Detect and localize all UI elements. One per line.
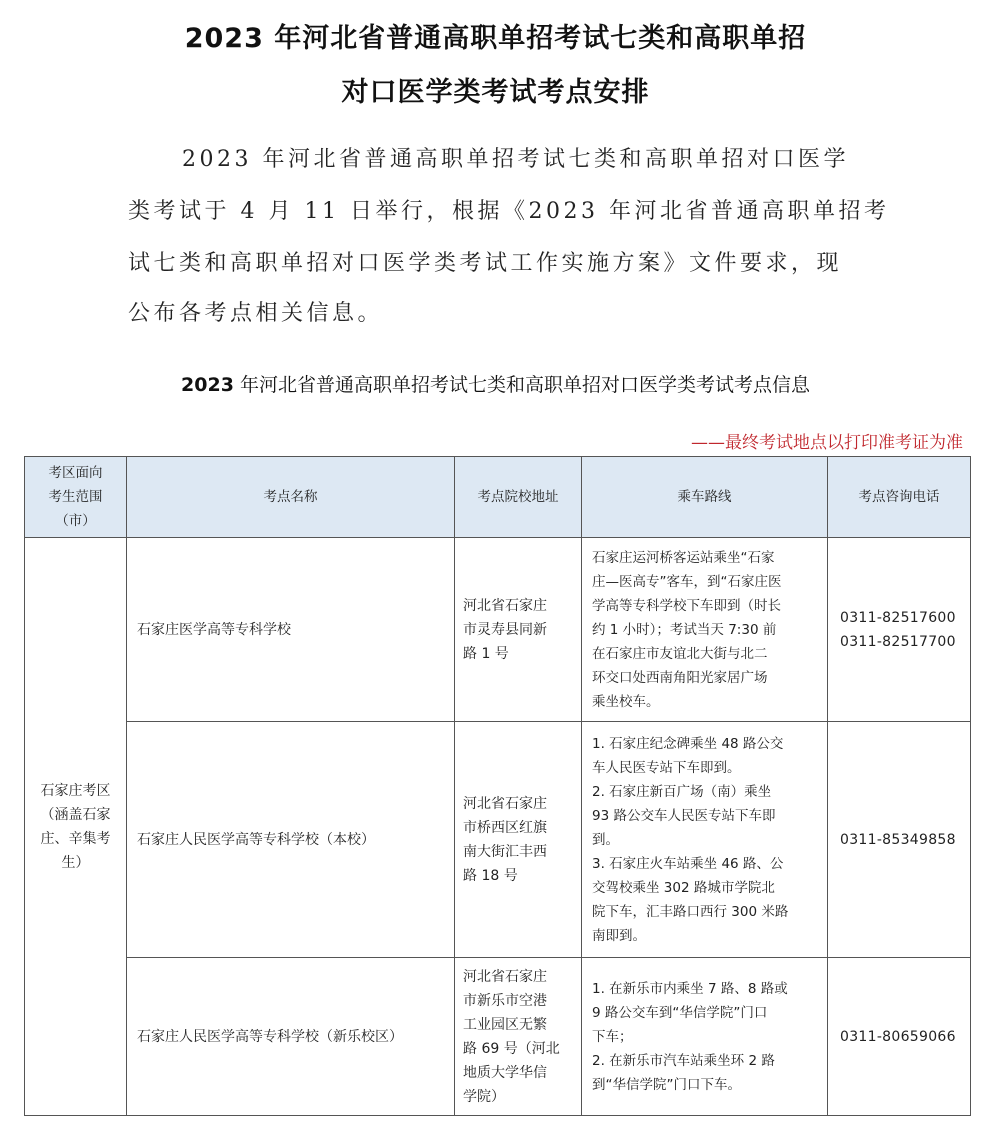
address-line: 路 69 号（河北 [463, 1040, 560, 1057]
site-phone [828, 958, 971, 1116]
header-phone: 考点咨询电话 [828, 457, 971, 538]
header-area-line: 考生范围 [48, 489, 103, 505]
intro-paragraph-line-2: 类考试于 4 月 11 日举行，根据《2023 年河北省普通高职单招考 [128, 199, 890, 224]
phone-number: 0311-80659066 [840, 1028, 956, 1045]
site-phone [828, 538, 971, 722]
phone-number: 0311-82517700 [840, 633, 956, 650]
site-name: 石家庄人民医学高等专科学校（本校） [127, 722, 455, 958]
route-line: 到。 [592, 831, 619, 848]
route-line: 交驾校乘坐 302 路城市学院北 [592, 879, 775, 896]
route-line: 乘坐校车。 [592, 693, 660, 710]
exam-site-table [24, 456, 971, 1116]
site-address [455, 538, 582, 722]
header-site-name: 考点名称 [127, 457, 455, 538]
exam-area-line: 生） [61, 854, 90, 871]
site-route [582, 538, 828, 722]
address-line: 地质大学华信 [463, 1064, 547, 1081]
route-line: 下车； [592, 1028, 633, 1045]
table-caption [0, 370, 991, 397]
table-header-row [25, 457, 971, 538]
exam-area-line: 庄、辛集考 [40, 830, 111, 847]
route-line: 2. 在新乐市汽车站乘坐环 2 路 [592, 1052, 775, 1069]
route-line: 3. 石家庄火车站乘坐 46 路、公 [592, 855, 784, 872]
route-line: 93 路公交车人民医专站下车即 [592, 807, 776, 824]
route-line: 到“华信学院”门口下车。 [592, 1076, 741, 1093]
site-address [455, 722, 582, 958]
route-line: 约 1 小时）；考试当天 7:30 前 [592, 621, 777, 638]
table-row [25, 722, 971, 958]
address-line: 学院） [463, 1088, 505, 1105]
address-line: 路 1 号 [463, 645, 509, 662]
exam-area-line: 石家庄考区 [40, 782, 111, 799]
route-line: 车人民医专站下车即到。 [592, 759, 741, 776]
route-line: 南即到。 [592, 927, 646, 944]
route-line: 庄—医高专”客车，到“石家庄医 [592, 573, 782, 590]
address-line: 市灵寿县同新 [463, 621, 547, 638]
phone-number: 0311-85349858 [840, 831, 956, 848]
exam-area-cell [25, 538, 127, 1116]
site-route [582, 722, 828, 958]
site-address [455, 958, 582, 1116]
address-line: 市桥西区红旗 [463, 819, 547, 836]
route-line: 院下车，汇丰路口西行 300 米路 [592, 903, 789, 920]
exam-area-line: （涵盖石家 [40, 806, 111, 823]
route-line: 在石家庄市友谊北大街与北二 [592, 645, 768, 662]
address-line: 市新乐市空港 [463, 992, 547, 1009]
header-area-line: （市） [55, 513, 96, 529]
notice-note: ——最终考试地点以打印准考证为准 [691, 433, 963, 453]
route-line: 1. 石家庄纪念碑乘坐 48 路公交 [592, 735, 784, 752]
phone-number: 0311-82517600 [840, 609, 956, 626]
address-line: 南大街汇丰西 [463, 843, 547, 860]
table-caption-year: 2023 [181, 374, 234, 396]
address-line: 河北省石家庄 [463, 597, 547, 614]
route-line: 9 路公交车到“华信学院”门口 [592, 1004, 768, 1021]
route-line: 1. 在新乐市内乘坐 7 路、8 路或 [592, 980, 788, 997]
site-name: 石家庄医学高等专科学校 [127, 538, 455, 722]
route-line: 环交口处西南角阳光家居广场 [592, 669, 768, 686]
site-name: 石家庄人民医学高等专科学校（新乐校区） [127, 958, 455, 1116]
route-line: 学高等专科学校下车即到（时长 [592, 597, 781, 614]
table-caption-text: 年河北省普通高职单招考试七类和高职单招对口医学类考试考点信息 [233, 374, 810, 396]
route-line: 2. 石家庄新百广场（南）乘坐 [592, 783, 772, 800]
site-route [582, 958, 828, 1116]
address-line: 路 18 号 [463, 867, 518, 884]
intro-paragraph-line-4: 公布各考点相关信息。 [128, 301, 384, 326]
site-phone [828, 722, 971, 958]
header-route: 乘车路线 [582, 457, 828, 538]
header-area-line: 考区面向 [48, 465, 103, 481]
address-line: 河北省石家庄 [463, 795, 547, 812]
address-line: 工业园区无繁 [463, 1016, 547, 1033]
table-row [25, 958, 971, 1116]
route-line: 石家庄运河桥客运站乘坐“石家 [592, 549, 775, 566]
document-title-line-1: 2023 年河北省普通高职单招考试七类和高职单招 [184, 23, 807, 54]
document-title-line-2: 对口医学类考试考点安排 [341, 77, 650, 108]
intro-paragraph-line-3: 试七类和高职单招对口医学类考试工作实施方案》文件要求，现 [128, 251, 843, 276]
header-address: 考点院校地址 [455, 457, 582, 538]
header-area [25, 457, 127, 538]
address-line: 河北省石家庄 [463, 968, 547, 985]
table-row [25, 538, 971, 722]
intro-paragraph-line-1: 2023 年河北省普通高职单招考试七类和高职单招对口医学 [182, 147, 849, 172]
